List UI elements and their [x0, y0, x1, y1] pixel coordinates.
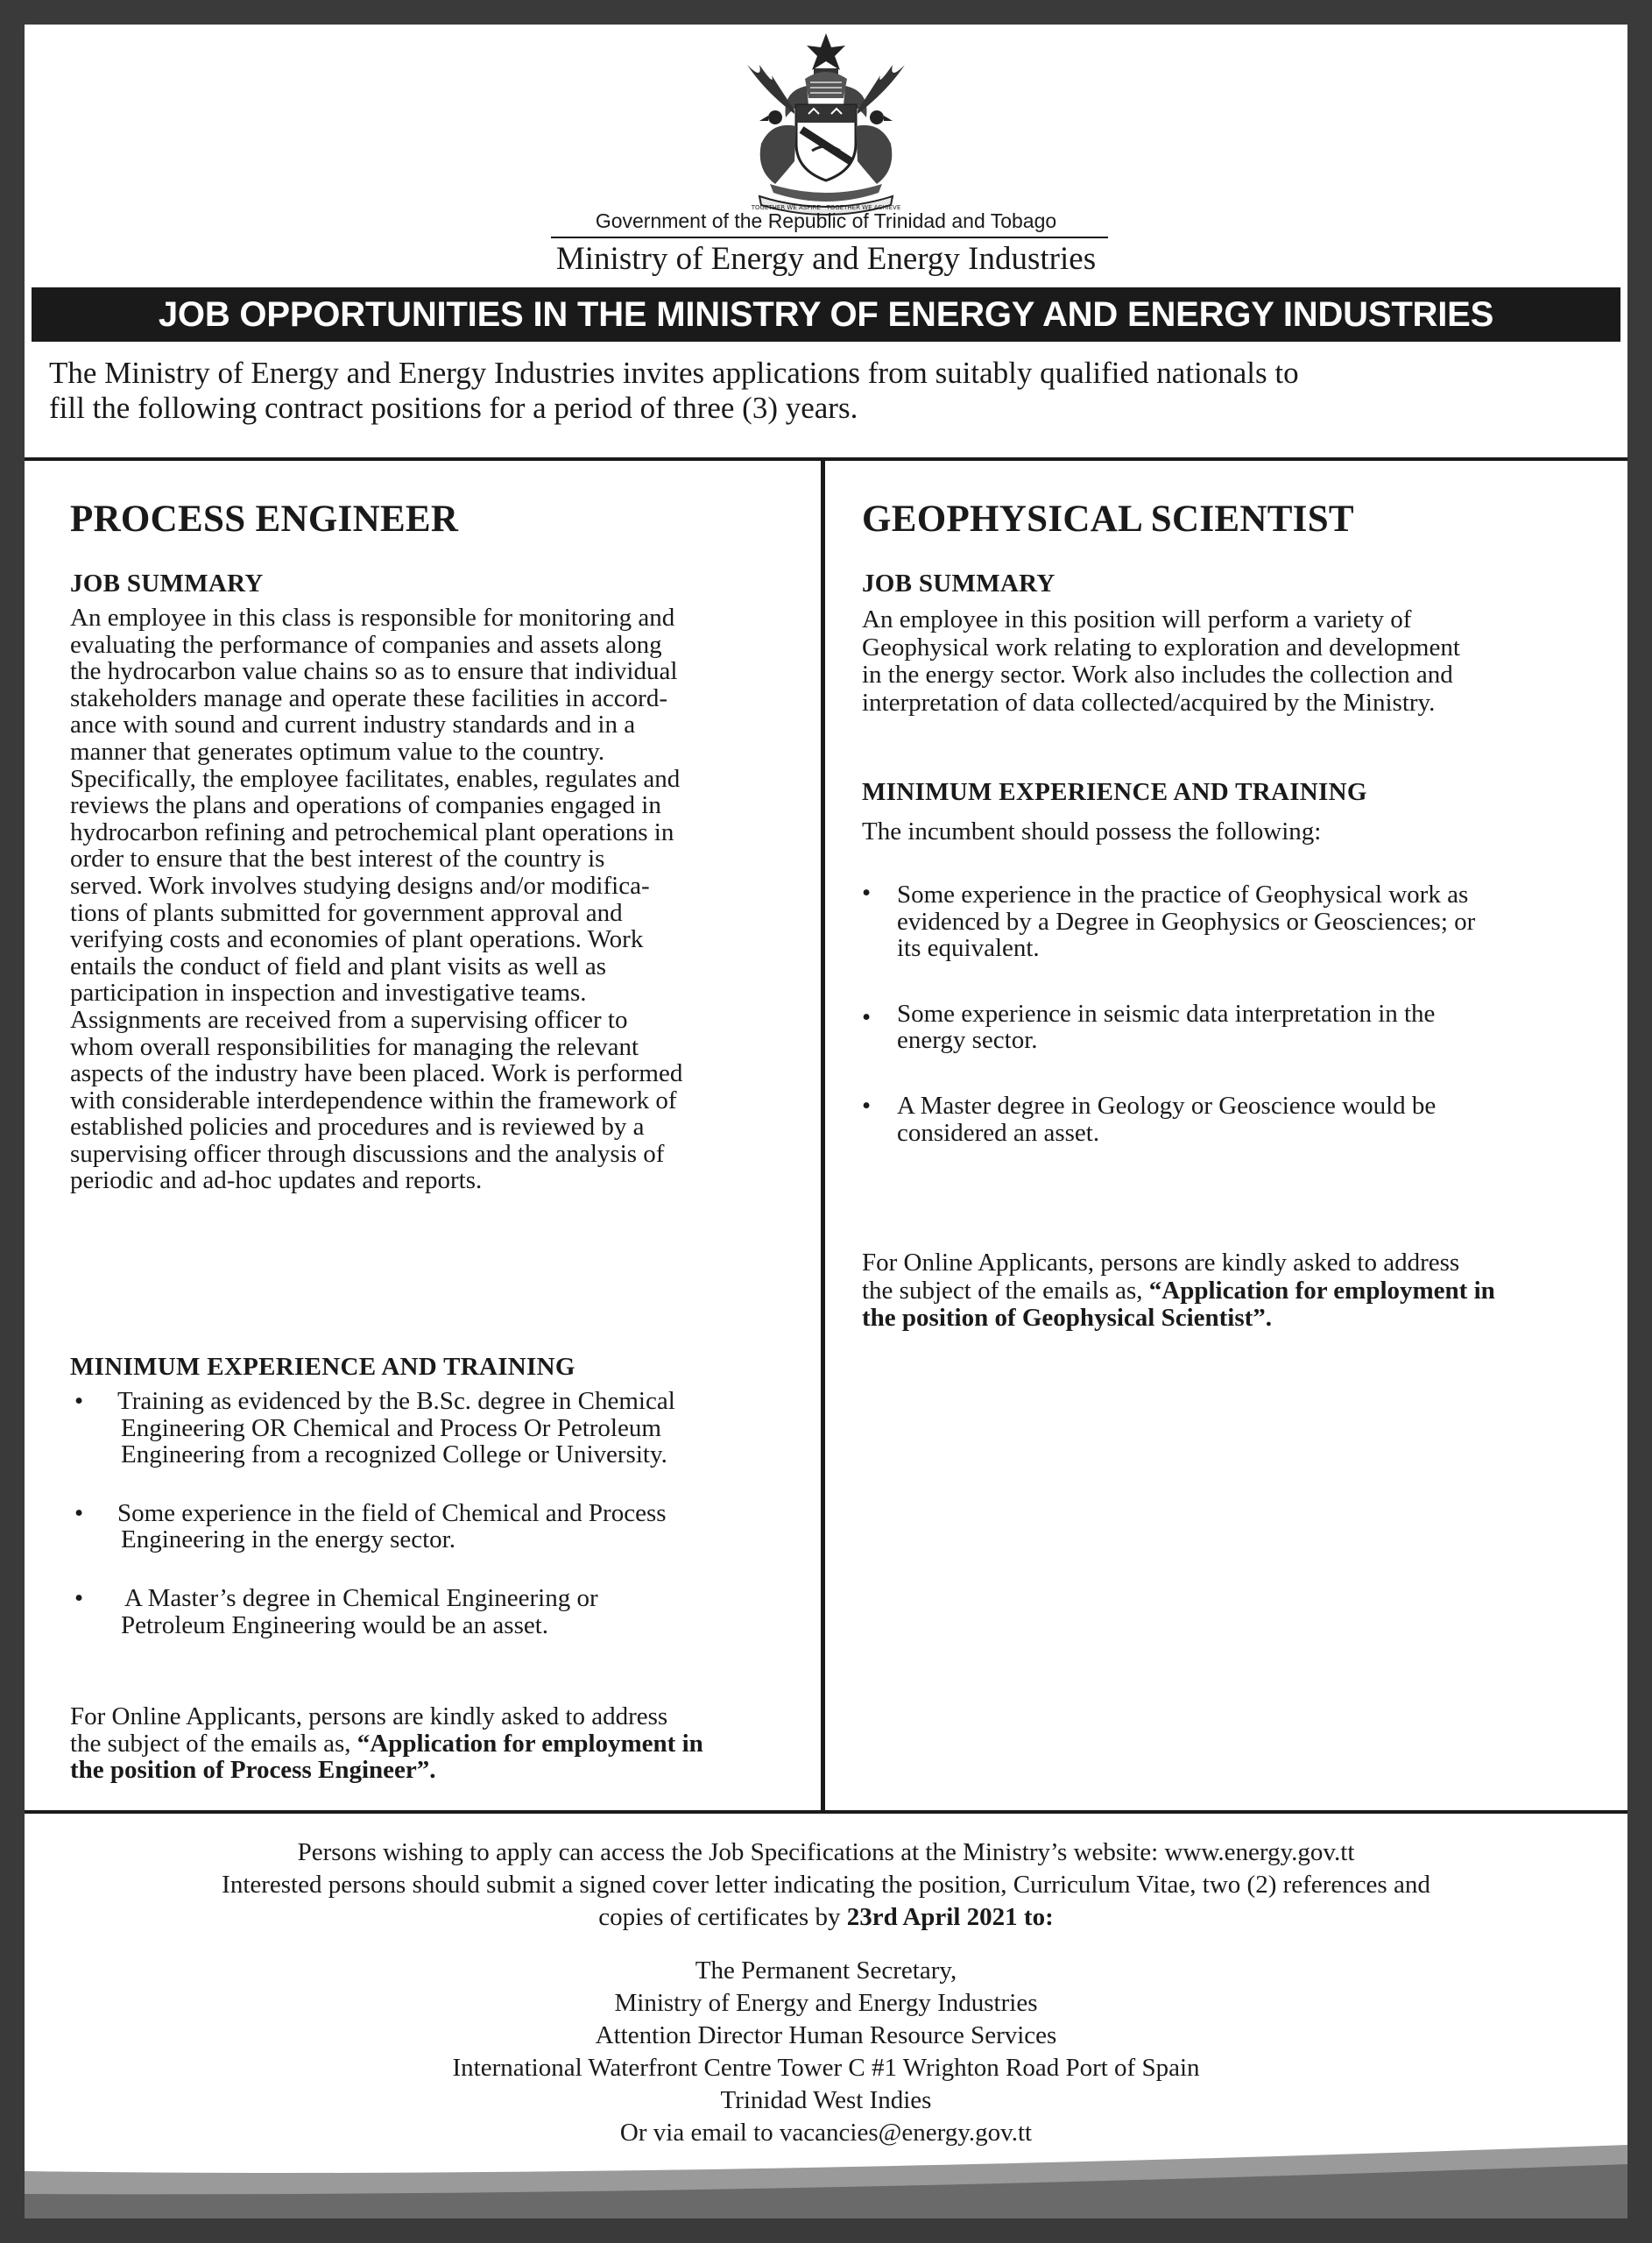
- email-subject: the position of Geophysical Scientist”.: [862, 1304, 1273, 1332]
- job-title: PROCESS ENGINEER: [70, 499, 459, 540]
- svg-text:TOGETHER WE ASPIRE · TOGETHER: TOGETHER WE ASPIRE · TOGETHER WE ACHIEVE: [751, 204, 901, 211]
- summary-line: order to ensure that the best interest of the country is: [70, 845, 605, 874]
- summary-line: manner that generates optimum value to the country.: [70, 737, 605, 766]
- experience-list: [70, 1388, 815, 1638]
- summary-line: hydrocarbon refining and petrochemical plant operations in: [70, 817, 674, 846]
- summary-line: tions of plants submitted for government approval and: [70, 898, 623, 927]
- address-line: Trinidad West Indies: [720, 2086, 932, 2114]
- summary-line: in the energy sector. Work also includes the collection and: [862, 661, 1453, 689]
- submission-text: copies of certificates by: [598, 1903, 847, 1931]
- submission-line: [25, 1901, 1627, 1934]
- intro-line: The Ministry of Energy and Energy Industries invites applications from suitably qualified nationals to: [49, 356, 1299, 390]
- advertisement-page: [25, 25, 1627, 2218]
- note-line: [862, 1305, 1615, 1333]
- summary-line: reviews the plans and operations of companies engaged in: [70, 791, 661, 820]
- summary-line: stakeholders manage and operate these facilities in accord-: [70, 683, 667, 712]
- section-divider-top: [25, 457, 1627, 461]
- summary-line: An employee in this position will perform a variety of: [862, 605, 1412, 633]
- summary-line: Assignments are received from a supervising officer to: [70, 1005, 628, 1034]
- page-title-banner: JOB OPPORTUNITIES IN THE MINISTRY OF ENERGY AND ENERGY INDUSTRIES: [32, 287, 1620, 342]
- note-line: [70, 1757, 823, 1784]
- intro-line: fill the following contract positions for a period of three (3) years.: [49, 391, 858, 425]
- experience-list: [862, 881, 1615, 1146]
- summary-line: ance with sound and current industry standards and in a: [70, 711, 636, 739]
- list-item-line: Engineering in the energy sector.: [121, 1525, 455, 1554]
- summary-line: entails the conduct of field and plant visits as well as: [70, 952, 607, 980]
- experience-intro: The incumbent should possess the following:: [862, 817, 1322, 846]
- bullet-icon: •: [74, 1498, 84, 1527]
- summary-line: Geophysical work relating to exploration and development: [862, 633, 1460, 662]
- job-summary-text: [70, 605, 823, 1194]
- list-item: [862, 881, 1615, 962]
- email-subject: “Application for employment in: [357, 1729, 703, 1758]
- note-text: the subject of the emails as,: [70, 1729, 357, 1758]
- address-line: Or via email to vacancies@energy.gov.tt: [619, 2119, 1033, 2147]
- list-item-line: Engineering from a recognized College or University.: [121, 1440, 667, 1469]
- intro-paragraph: [49, 356, 1608, 426]
- government-name-underline: [551, 237, 1108, 238]
- summary-line: Specifically, the employee facilitates, enables, regulates and: [70, 764, 681, 793]
- summary-line: whom overall responsibilities for managing the relevant: [70, 1032, 639, 1061]
- summary-line: with considerable interdependence within the framework of: [70, 1086, 677, 1114]
- address-line: The Permanent Secretary,: [695, 1956, 957, 1985]
- list-item-line: considered an asset.: [897, 1118, 1100, 1147]
- address-line: Attention Director Human Resource Services: [595, 2021, 1057, 2049]
- note-line: [862, 1277, 1615, 1305]
- list-item: [862, 1001, 1615, 1054]
- summary-line: verifying costs and economies of plant operations. Work: [70, 925, 644, 954]
- summary-line: served. Work involves studying designs and/or modifica-: [70, 871, 650, 900]
- decorative-swoosh: [25, 2145, 1627, 2218]
- address-line: International Waterfront Centre Tower C #1 Wrighton Road Port of Spain: [452, 2054, 1200, 2082]
- list-item-line: Some experience in the field of Chemical and Process: [117, 1498, 667, 1527]
- mailing-address: [25, 1955, 1627, 2149]
- bullet-icon: •: [862, 1002, 872, 1031]
- online-application-note: [70, 1703, 823, 1784]
- summary-line: established policies and procedures and is reviewed by a: [70, 1113, 645, 1142]
- application-instructions: [25, 1836, 1627, 2149]
- summary-line: interpretation of data collected/acquired by the Ministry.: [862, 688, 1436, 717]
- email-subject: “Application for employment in: [1148, 1276, 1495, 1305]
- list-item: [70, 1585, 815, 1638]
- address-line: Ministry of Energy and Energy Industries: [614, 1989, 1038, 2017]
- website-line: Persons wishing to apply can access the Job Specifications at the Ministry’s website: www.energy.gov.tt: [297, 1838, 1355, 1866]
- header: [25, 25, 1627, 292]
- list-item: [862, 1093, 1615, 1146]
- job-summary-heading: JOB SUMMARY: [862, 570, 1055, 598]
- note-text: the subject of the emails as,: [862, 1276, 1149, 1305]
- list-item-line: its equivalent.: [897, 934, 1040, 963]
- list-item-line: Training as evidenced by the B.Sc. degree in Chemical: [117, 1387, 675, 1415]
- submission-line: Interested persons should submit a signed cover letter indicating the position, Curriculum Vitae, two (2) references and: [222, 1871, 1430, 1899]
- ministry-name: Ministry of Energy and Energy Industries: [555, 241, 1097, 277]
- list-item: [70, 1500, 815, 1553]
- summary-line: aspects of the industry have been placed. Work is performed: [70, 1059, 683, 1088]
- deadline: 23rd April 2021 to:: [846, 1903, 1054, 1931]
- note-line: For Online Applicants, persons are kindly asked to address: [862, 1249, 1460, 1277]
- bullet-icon: •: [862, 1091, 872, 1120]
- note-line: For Online Applicants, persons are kindly asked to address: [70, 1702, 668, 1730]
- list-item-line: evidenced by a Degree in Geophysics or Geosciences; or: [897, 907, 1476, 936]
- summary-line: evaluating the performance of companies and assets along: [70, 630, 662, 659]
- job-summary-text: [862, 606, 1615, 717]
- list-item-line: Petroleum Engineering would be an asset.: [121, 1610, 549, 1639]
- job-summary-heading: JOB SUMMARY: [70, 570, 264, 598]
- summary-line: periodic and ad-hoc updates and reports.: [70, 1166, 483, 1195]
- experience-heading: MINIMUM EXPERIENCE AND TRAINING: [70, 1353, 575, 1381]
- summary-line: participation in inspection and investigative teams.: [70, 979, 587, 1008]
- email-subject: the position of Process Engineer”.: [70, 1756, 436, 1785]
- summary-line: supervising officer through discussions and the analysis of: [70, 1139, 665, 1168]
- list-item-line: Some experience in seismic data interpretation in the: [897, 999, 1436, 1028]
- list-item-line: Engineering OR Chemical and Process Or Petroleum: [121, 1413, 661, 1442]
- note-line: [70, 1730, 823, 1758]
- list-item-line: energy sector.: [897, 1026, 1038, 1055]
- bullet-icon: •: [74, 1387, 84, 1415]
- online-application-note: [862, 1249, 1615, 1333]
- list-item-line: A Master degree in Geology or Geoscience would be: [897, 1091, 1437, 1120]
- list-item-line: A Master’s degree in Chemical Engineering or: [124, 1583, 598, 1612]
- bullet-icon: •: [862, 879, 872, 907]
- government-name: Government of the Republic of Trinidad and Tobago: [595, 209, 1057, 232]
- list-item-line: Some experience in the practice of Geophysical work as: [897, 881, 1469, 909]
- bullet-icon: •: [74, 1583, 84, 1612]
- list-item: [70, 1388, 815, 1468]
- section-divider-bottom: [25, 1810, 1627, 1814]
- coat-of-arms-icon: [721, 30, 931, 218]
- summary-line: An employee in this class is responsible for monitoring and: [70, 604, 675, 632]
- job-title: GEOPHYSICAL SCIENTIST: [862, 499, 1354, 540]
- summary-line: the hydrocarbon value chains so as to ensure that individual: [70, 657, 678, 686]
- experience-heading: MINIMUM EXPERIENCE AND TRAINING: [862, 778, 1367, 806]
